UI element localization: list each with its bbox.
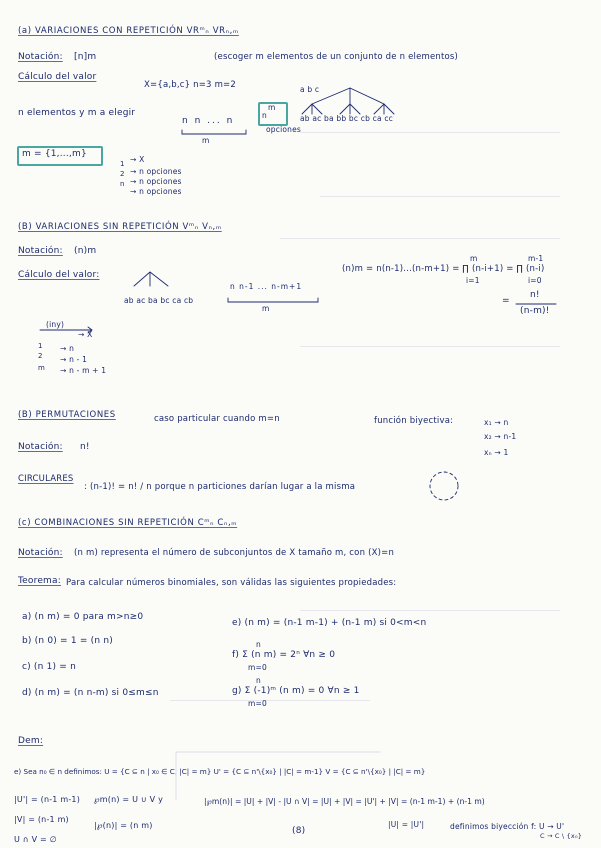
notacion-value-b: (n)m xyxy=(74,246,97,256)
index-2: 2 xyxy=(120,170,125,178)
prod2-sup: m-1 xyxy=(528,254,544,263)
biyectiva-label: función biyectiva: xyxy=(374,416,454,426)
prod2-sub: i=0 xyxy=(528,276,542,285)
section-a-title: (a) VARIACIONES CON REPETICIÓN VRᵐₙ VRₙ,ₘ xyxy=(18,26,239,36)
dem-u-equals-uprime: |U| = |U'| xyxy=(388,820,425,829)
dem-u-prime: |U'| = (n-1 m-1) xyxy=(14,795,81,804)
notacion-label-b: Notación: xyxy=(18,246,63,256)
property-d: d) (n m) = (n n-m) si 0≤m≤n xyxy=(22,688,159,698)
index-b-1: 1 xyxy=(38,342,43,350)
map-to-x-a: → X xyxy=(130,155,145,164)
injective-arrow xyxy=(40,327,92,333)
box-bottom-n: n xyxy=(262,111,267,120)
sum-top-g: n xyxy=(256,676,261,685)
bleed-table-lines xyxy=(176,752,380,800)
biyection-line-1: x₁ → n xyxy=(484,418,509,427)
index-1: 1 xyxy=(120,160,125,168)
box-top-m: m xyxy=(268,103,276,112)
prod1-sup: m xyxy=(470,254,478,263)
notacion-label-c: Notación: xyxy=(18,442,63,452)
fraction-numerator: n! xyxy=(530,290,540,300)
calculo-label-b: Cálculo del valor: xyxy=(18,270,100,280)
tree-diagram-b xyxy=(134,272,168,286)
map-line-3-b: → n - m + 1 xyxy=(60,366,107,375)
property-e: e) (n m) = (n-1 m-1) + (n-1 m) si 0<m<n xyxy=(232,618,427,628)
circulares-text: : (n-1)! = n! / n porque n particiones darían lugar a la misma xyxy=(84,482,356,492)
map-line-2-a: → n opciones xyxy=(130,177,182,186)
product-n-a: n n ... n xyxy=(182,116,235,126)
property-c: c) (n 1) = n xyxy=(22,662,77,672)
dem-intersection: U ∩ V = ∅ xyxy=(14,835,57,844)
teorema-label: Teorema: xyxy=(18,576,61,586)
set-m-definition: m = {1,...,m} xyxy=(22,149,87,159)
tree-diagram-a xyxy=(302,88,394,114)
tree-root-letters-a: a b c xyxy=(300,85,320,94)
dem-cardinality: |℘m(n)| = |U| + |V| - |U ∩ V| = |U| + |V| = |U'| + |V| = (n-1 m-1) + (n-1 m) xyxy=(204,797,485,806)
underbrace-b xyxy=(228,298,318,302)
section-c-title: (B) PERMUTACIONES xyxy=(18,410,116,420)
tree-leaves-b: ab ac ba bc ca cb xyxy=(124,296,194,305)
notacion-label-d: Notación: xyxy=(18,548,63,558)
property-g: g) Σ (-1)ᵐ (n m) = 0 ∀n ≥ 1 xyxy=(232,686,360,696)
example-set-a: X={a,b,c} n=3 m=2 xyxy=(144,80,236,90)
sum-top-f: n xyxy=(256,640,261,649)
property-a: a) (n m) = 0 para m>n≥0 xyxy=(22,612,144,622)
section-d-title: (c) COMBINACIONES SIN REPETICIÓN Cᵐₙ Cₙ,ₘ xyxy=(18,518,238,528)
n-elements-text: n elementos y m a elegir xyxy=(18,108,136,118)
tree-leaves-a: ab ac ba bb bc cb ca cc xyxy=(300,114,393,123)
notacion-text-d: (n m) representa el número de subconjuntos de X tamaño m, con (X)=n xyxy=(74,548,395,558)
biyection-line-3: xₙ → 1 xyxy=(484,448,509,457)
dem-v: |V| = (n-1 m) xyxy=(14,815,69,824)
calculo-label-a: Cálculo del valor xyxy=(18,72,97,82)
notacion-value-a: [n]m xyxy=(74,52,97,62)
index-b-m: m xyxy=(38,364,45,372)
opciones-label: opciones xyxy=(266,125,302,134)
teorema-text: Para calcular números binomiales, son válidas las siguientes propiedades: xyxy=(66,578,397,588)
circular-permutation-circle xyxy=(430,472,458,500)
dem-union: ℘m(n) = U ∪ V y xyxy=(94,795,164,804)
notacion-value-c: n! xyxy=(80,442,90,452)
product-m-under-a: m xyxy=(202,136,210,145)
fraction-denominator: (n-m)! xyxy=(520,306,550,316)
map-line-1-b: → n xyxy=(60,344,75,353)
property-f: f) Σ (n m) = 2ⁿ ∀n ≥ 0 xyxy=(232,650,336,660)
section-b-title: (B) VARIACIONES SIN REPETICIÓN Vᵐₙ Vₙ,ₘ xyxy=(18,222,222,232)
map-line-1-a: → n opciones xyxy=(130,167,182,176)
equals-b: = xyxy=(502,296,510,306)
sum-bottom-f: m=0 xyxy=(248,663,267,672)
map-line-2-b: → n - 1 xyxy=(60,355,88,364)
dem-biyeccion-rule: C → C \ {x₀} xyxy=(540,832,583,840)
dem-parts: |℘(n)| = (n m) xyxy=(94,821,153,830)
page-number: (8) xyxy=(292,826,306,836)
index-b-2: 2 xyxy=(38,352,43,360)
product-m-under-b: m xyxy=(262,304,270,313)
underbrace-a xyxy=(182,130,246,134)
biyection-line-2: x₂ → n-1 xyxy=(484,432,517,441)
product-b: n n-1 ... n-m+1 xyxy=(230,282,303,291)
dem-line-1: e) Sea n₀ ∈ n definimos: U = {C ⊆ n | x₀ ∈ C, |C| = m} U' = {C ⊆ n'\{x₀} | |C| = m-1} V = {C ⊆ n'\{x₀} | |C| = m} xyxy=(14,767,426,776)
property-b: b) (n 0) = 1 = (n n) xyxy=(22,636,113,646)
caso-particular-text: caso particular cuando m=n xyxy=(154,414,280,424)
map-to-x-b: → X xyxy=(78,330,93,339)
dem-label: Dem: xyxy=(18,736,44,746)
dem-biyeccion: definimos biyección f: U → U' xyxy=(450,822,565,831)
prod1-sub: i=1 xyxy=(466,276,480,285)
definition-text-a: (escoger m elementos de un conjunto de n elementos) xyxy=(214,52,459,62)
circulares-label: CIRCULARES xyxy=(18,474,74,484)
index-n: n xyxy=(120,180,125,188)
notacion-label-a: Notación: xyxy=(18,52,63,62)
map-line-3-a: → n opciones xyxy=(130,187,182,196)
sum-bottom-g: m=0 xyxy=(248,699,267,708)
iny-label: (iny) xyxy=(46,320,65,329)
formula-b: (n)m = n(n-1)...(n-m+1) = ∏ (n-i+1) = ∏ (n-i) xyxy=(342,264,545,274)
